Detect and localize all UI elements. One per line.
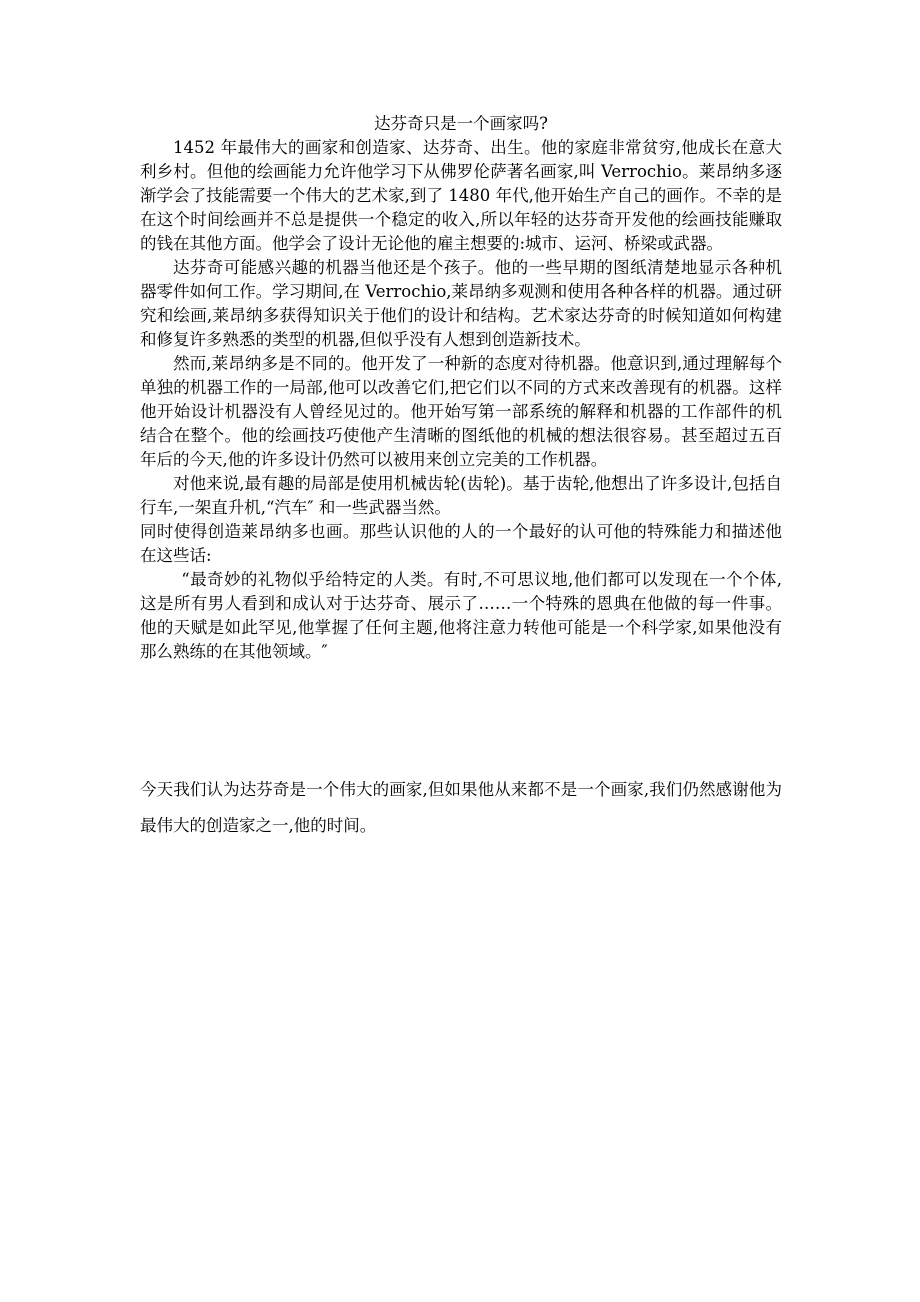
paragraph-gears: 对他来说,最有趣的局部是使用机械齿轮(齿轮)。基于齿轮,他想出了许多设计,包括自行车,一架直升机,“汽车″ 和一些武器当然。 [140, 474, 782, 517]
paragraph-recognition: 同时使得创造莱昂纳多也画。那些认识他的人的一个最好的认可他的特殊能力和描述他在这些话: [140, 522, 782, 565]
paragraph-attitude: 然而,莱昂纳多是不同的。他开发了一种新的态度对待机器。他意识到,通过理解每个单独的机器工作的一局部,他可以改善它们,把它们以不同的方式来改善现有的机器。这样他开始设计机器没有人曾经见过的。他开始写第一部系统的解释和机器的工作部件的机结合在整个。他的绘画技巧使他产生清晰的图纸他的机械的想法很容易。甚至超过五百年后的今天,他的许多设计仍然可以被用来创立完美的工作机器。 [140, 354, 782, 469]
paragraph-machines: 达芬奇可能感兴趣的机器当他还是个孩子。他的一些早期的图纸清楚地显示各种机器零件如何工作。学习期间,在 Verrochio,莱昂纳多观测和使用各种各样的机器。通过研究和绘画,莱昂纳多获得知识关于他们的设计和结构。艺术家达芬奇的时候知道如何构建和修复许多熟悉的类型的机器,但似乎没有人想到创造新技术。 [140, 258, 782, 349]
closing-paragraph: 今天我们认为达芬奇是一个伟大的画家,但如果他从来都不是一个画家,我们仍然感谢他为最伟大的创造家之一,他的时间。 [140, 780, 782, 835]
document-body [140, 112, 782, 664]
document-title: 达芬奇只是一个画家吗? [374, 114, 548, 133]
paragraph-birth: 1452 年最伟大的画家和创造家、达芬奇、出生。他的家庭非常贫穷,他成长在意大利乡村。但他的绘画能力允许他学习下从佛罗伦萨著名画家,叫 Verrochio。莱昂纳多逐渐学会了技能需要一个伟大的艺术家,到了 1480 年代,他开始生产自己的画作。不幸的是在这个时间绘画并不总是提供一个稳定的收入,所以年轻的达芬奇开发他的绘画技能赚取的钱在其他方面。他学会了设计无论他的雇主想要的:城市、运河、桥梁或武器。 [140, 138, 782, 253]
quotation: “最奇妙的礼物似乎给特定的人类。有时,不可思议地,他们都可以发现在一个个体,这是所有男人看到和成认对于达芬奇、展示了……一个特殊的恩典在他做的每一件事。他的天赋是如此罕见,他掌握了任何主题,他将注意力转他可能是一个科学家,如果他没有那么熟练的在其他领域。″ [140, 570, 782, 661]
